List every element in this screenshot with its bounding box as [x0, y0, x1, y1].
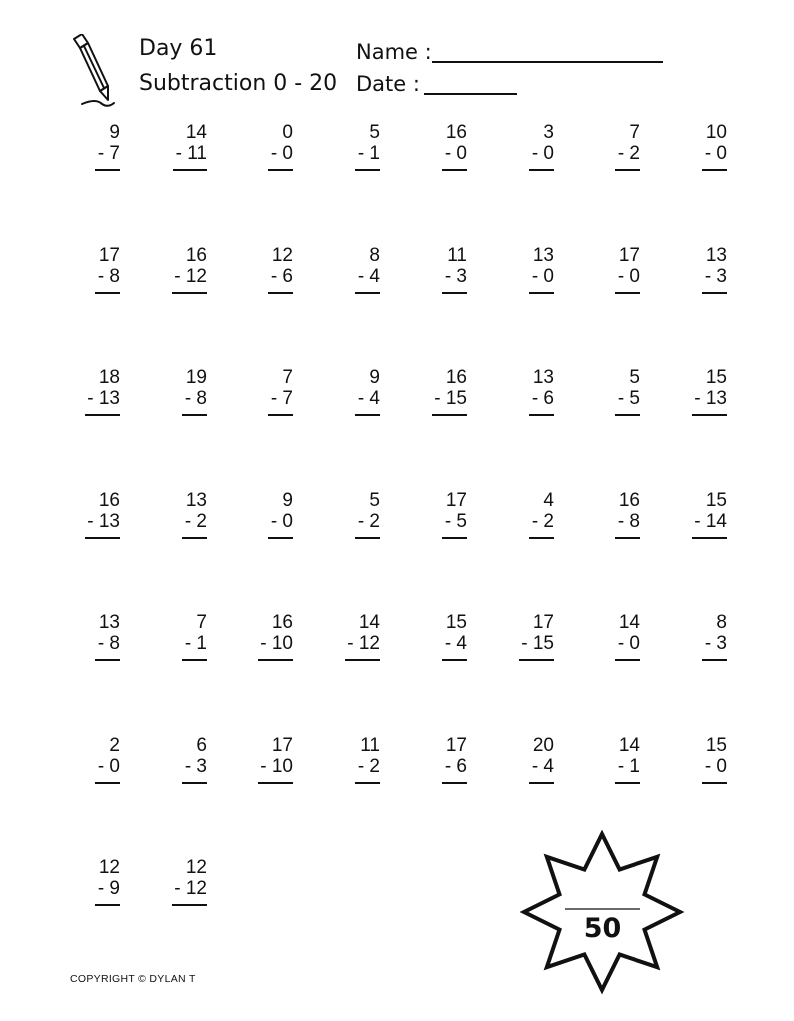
subtraction-problem: [50, 245, 120, 294]
subtraction-problem: [657, 735, 727, 784]
subtrahend: - 12: [174, 266, 207, 287]
subtraction-problem: [484, 735, 554, 784]
subtrahend: - 12: [174, 878, 207, 899]
answer-line[interactable]: [345, 659, 380, 661]
subtraction-problem: [570, 735, 640, 784]
minuend: 16: [445, 122, 467, 143]
minuend: 16: [618, 490, 640, 511]
minuend: 17: [532, 612, 554, 633]
subtrahend: - 8: [97, 266, 120, 287]
subtraction-problem: [50, 367, 120, 416]
subtrahend: - 15: [521, 633, 554, 654]
minuend: 9: [282, 490, 293, 511]
subtraction-problem: [310, 245, 380, 294]
answer-line[interactable]: [432, 414, 467, 416]
subtraction-problem: [570, 367, 640, 416]
subtraction-problem: [310, 367, 380, 416]
answer-line[interactable]: [442, 292, 467, 294]
score-badge: [520, 830, 685, 995]
subtrahend: - 0: [617, 633, 640, 654]
minuend: 8: [716, 612, 727, 633]
minuend: 7: [282, 367, 293, 388]
subtrahend: - 3: [184, 756, 207, 777]
subtraction-problem: [50, 612, 120, 661]
answer-line[interactable]: [182, 659, 207, 661]
minuend: 18: [98, 367, 120, 388]
subtraction-problem: [50, 857, 120, 906]
subtraction-problem: [310, 612, 380, 661]
subtrahend: - 4: [357, 266, 380, 287]
date-label: Date :: [356, 72, 420, 96]
subtraction-problem: [484, 245, 554, 294]
subtraction-problem: [223, 490, 293, 539]
minuend: 12: [185, 857, 207, 878]
subtrahend: - 13: [87, 388, 120, 409]
subtrahend: - 2: [184, 511, 207, 532]
answer-line[interactable]: [702, 782, 727, 784]
score-total: 50: [583, 913, 622, 944]
subtraction-problem: [223, 612, 293, 661]
answer-line[interactable]: [85, 414, 120, 416]
name-label: Name :: [356, 40, 432, 64]
subtrahend: - 15: [434, 388, 467, 409]
answer-line[interactable]: [442, 659, 467, 661]
minuend: 13: [532, 245, 554, 266]
subtrahend: - 7: [97, 143, 120, 164]
subtrahend: - 4: [357, 388, 380, 409]
subtraction-problem: [657, 490, 727, 539]
answer-line[interactable]: [182, 414, 207, 416]
subtraction-problem: [570, 490, 640, 539]
answer-line[interactable]: [442, 537, 467, 539]
subtrahend: - 8: [97, 633, 120, 654]
minuend: 10: [705, 122, 727, 143]
subtraction-problem: [484, 367, 554, 416]
minuend: 20: [532, 735, 554, 756]
subtraction-problem: [397, 735, 467, 784]
answer-line[interactable]: [355, 782, 380, 784]
subtrahend: - 1: [357, 143, 380, 164]
minuend: 15: [705, 735, 727, 756]
answer-line[interactable]: [268, 414, 293, 416]
subtrahend: - 4: [444, 633, 467, 654]
subtraction-problem: [310, 490, 380, 539]
worksheet-day: Day 61: [139, 36, 218, 61]
name-field[interactable]: [432, 61, 663, 63]
minuend: 15: [705, 490, 727, 511]
answer-line[interactable]: [702, 292, 727, 294]
subtraction-problem: [397, 612, 467, 661]
minuend: 2: [109, 735, 120, 756]
minuend: 11: [360, 735, 380, 756]
answer-line[interactable]: [268, 292, 293, 294]
minuend: 14: [358, 612, 380, 633]
minuend: 7: [629, 122, 640, 143]
subtraction-problem: [484, 612, 554, 661]
subtraction-problem: [484, 122, 554, 171]
subtraction-problem: [50, 122, 120, 171]
answer-line[interactable]: [529, 292, 554, 294]
answer-line[interactable]: [692, 537, 727, 539]
minuend: 19: [185, 367, 207, 388]
answer-line[interactable]: [258, 659, 293, 661]
copyright-notice: COPYRIGHT © DYLAN T: [70, 973, 196, 985]
minuend: 12: [98, 857, 120, 878]
minuend: 17: [618, 245, 640, 266]
subtrahend: - 6: [531, 388, 554, 409]
answer-line[interactable]: [692, 414, 727, 416]
subtrahend: - 10: [260, 756, 293, 777]
subtrahend: - 0: [270, 143, 293, 164]
minuend: 13: [532, 367, 554, 388]
answer-line[interactable]: [615, 169, 640, 171]
answer-line[interactable]: [95, 782, 120, 784]
answer-line[interactable]: [355, 169, 380, 171]
answer-line[interactable]: [268, 169, 293, 171]
subtraction-problem: [570, 245, 640, 294]
subtraction-problem: [657, 122, 727, 171]
subtrahend: - 4: [531, 756, 554, 777]
minuend: 12: [271, 245, 293, 266]
answer-line[interactable]: [615, 782, 640, 784]
minuend: 9: [109, 122, 120, 143]
minuend: 3: [543, 122, 554, 143]
pencil-icon: [62, 34, 122, 109]
answer-line[interactable]: [355, 292, 380, 294]
subtraction-problem: [657, 612, 727, 661]
subtraction-problem: [570, 122, 640, 171]
subtrahend: - 11: [175, 143, 207, 164]
answer-line[interactable]: [95, 659, 120, 661]
minuend: 8: [369, 245, 380, 266]
subtraction-problem: [223, 735, 293, 784]
subtraction-problem: [397, 367, 467, 416]
subtraction-problem: [310, 735, 380, 784]
answer-line[interactable]: [442, 169, 467, 171]
subtraction-problem: [137, 245, 207, 294]
minuend: 6: [196, 735, 207, 756]
answer-line[interactable]: [615, 659, 640, 661]
subtrahend: - 2: [531, 511, 554, 532]
subtrahend: - 3: [444, 266, 467, 287]
subtrahend: - 1: [617, 756, 640, 777]
minuend: 15: [705, 367, 727, 388]
minuend: 7: [196, 612, 207, 633]
minuend: 5: [629, 367, 640, 388]
subtrahend: - 0: [704, 756, 727, 777]
subtraction-problem: [397, 490, 467, 539]
minuend: 15: [445, 612, 467, 633]
subtrahend: - 0: [97, 756, 120, 777]
subtrahend: - 6: [444, 756, 467, 777]
subtraction-problem: [223, 245, 293, 294]
subtraction-problem: [137, 857, 207, 906]
minuend: 9: [369, 367, 380, 388]
subtraction-problem: [397, 245, 467, 294]
subtrahend: - 14: [694, 511, 727, 532]
subtrahend: - 6: [270, 266, 293, 287]
minuend: 17: [271, 735, 293, 756]
minuend: 5: [369, 122, 380, 143]
subtrahend: - 0: [444, 143, 467, 164]
minuend: 17: [445, 735, 467, 756]
subtrahend: - 2: [357, 756, 380, 777]
answer-line[interactable]: [95, 904, 120, 906]
subtraction-problem: [397, 122, 467, 171]
subtraction-problem: [50, 490, 120, 539]
subtrahend: - 0: [531, 266, 554, 287]
subtraction-problem: [137, 490, 207, 539]
subtraction-problem: [137, 122, 207, 171]
answer-line[interactable]: [95, 292, 120, 294]
subtrahend: - 0: [270, 511, 293, 532]
minuend: 17: [445, 490, 467, 511]
answer-line[interactable]: [529, 169, 554, 171]
minuend: 4: [543, 490, 554, 511]
answer-line[interactable]: [355, 414, 380, 416]
answer-line[interactable]: [258, 782, 293, 784]
subtraction-problem: [223, 367, 293, 416]
minuend: 0: [282, 122, 293, 143]
subtraction-problem: [137, 735, 207, 784]
answer-line[interactable]: [519, 659, 554, 661]
subtrahend: - 0: [704, 143, 727, 164]
subtrahend: - 7: [270, 388, 293, 409]
subtrahend: - 3: [704, 266, 727, 287]
subtraction-problem: [223, 122, 293, 171]
minuend: 13: [185, 490, 207, 511]
minuend: 11: [447, 245, 467, 266]
worksheet-subtitle: Subtraction 0 - 20: [139, 71, 338, 96]
answer-line[interactable]: [529, 537, 554, 539]
minuend: 16: [445, 367, 467, 388]
answer-line[interactable]: [529, 414, 554, 416]
subtraction-problem: [657, 367, 727, 416]
subtrahend: - 3: [704, 633, 727, 654]
subtrahend: - 2: [357, 511, 380, 532]
answer-line[interactable]: [442, 782, 467, 784]
subtrahend: - 8: [184, 388, 207, 409]
minuend: 13: [705, 245, 727, 266]
subtrahend: - 1: [184, 633, 207, 654]
subtrahend: - 8: [617, 511, 640, 532]
subtraction-problem: [570, 612, 640, 661]
date-field[interactable]: [424, 93, 517, 95]
subtraction-problem: [137, 612, 207, 661]
minuend: 13: [98, 612, 120, 633]
answer-line[interactable]: [529, 782, 554, 784]
subtrahend: - 5: [444, 511, 467, 532]
subtrahend: - 0: [531, 143, 554, 164]
subtraction-problem: [50, 735, 120, 784]
subtraction-problem: [310, 122, 380, 171]
minuend: 14: [618, 735, 640, 756]
answer-line[interactable]: [172, 292, 207, 294]
answer-line[interactable]: [702, 659, 727, 661]
subtrahend: - 9: [97, 878, 120, 899]
subtraction-problem: [484, 490, 554, 539]
subtrahend: - 2: [617, 143, 640, 164]
answer-line[interactable]: [182, 537, 207, 539]
minuend: 14: [618, 612, 640, 633]
subtrahend: - 5: [617, 388, 640, 409]
subtrahend: - 13: [87, 511, 120, 532]
subtrahend: - 0: [617, 266, 640, 287]
answer-line[interactable]: [615, 537, 640, 539]
answer-line[interactable]: [268, 537, 293, 539]
subtrahend: - 12: [347, 633, 380, 654]
subtraction-problem: [657, 245, 727, 294]
answer-line[interactable]: [355, 537, 380, 539]
minuend: 14: [185, 122, 207, 143]
subtrahend: - 10: [260, 633, 293, 654]
minuend: 17: [98, 245, 120, 266]
answer-line[interactable]: [615, 414, 640, 416]
answer-line[interactable]: [172, 904, 207, 906]
subtrahend: - 13: [694, 388, 727, 409]
minuend: 16: [271, 612, 293, 633]
answer-line[interactable]: [85, 537, 120, 539]
answer-line[interactable]: [182, 782, 207, 784]
minuend: 5: [369, 490, 380, 511]
minuend: 16: [185, 245, 207, 266]
answer-line[interactable]: [702, 169, 727, 171]
subtraction-problem: [137, 367, 207, 416]
answer-line[interactable]: [95, 169, 120, 171]
answer-line[interactable]: [615, 292, 640, 294]
answer-line[interactable]: [173, 169, 207, 171]
minuend: 16: [98, 490, 120, 511]
